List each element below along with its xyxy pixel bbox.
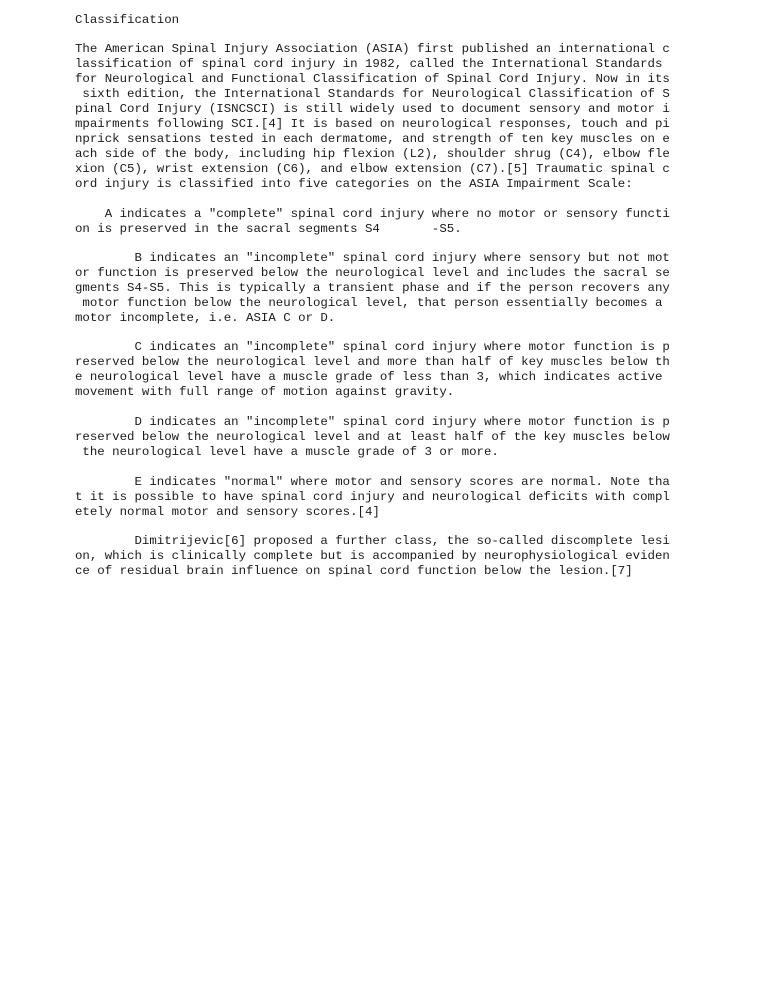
section-heading: Classification xyxy=(75,13,180,27)
paragraph-line: nprick sensations tested in each dermatome, and strength of ten key muscles on e xyxy=(75,132,670,146)
paragraph-line: mpairments following SCI.[4] It is based on neurological responses, touch and pi xyxy=(75,117,670,131)
paragraph-line: A indicates a "complete" spinal cord injury where no motor or sensory functi xyxy=(75,207,670,221)
paragraph-line: xion (C5), wrist extension (C6), and elbow extension (C7).[5] Traumatic spinal c xyxy=(75,162,670,176)
paragraph-line: reserved below the neurological level and more than half of key muscles below th xyxy=(75,355,670,369)
paragraph-line: The American Spinal Injury Association (ASIA) first published an international c xyxy=(75,42,670,56)
paragraph-line: E indicates "normal" where motor and sensory scores are normal. Note tha xyxy=(75,475,670,489)
paragraph-line: ach side of the body, including hip flexion (L2), shoulder shrug (C4), elbow fle xyxy=(75,147,670,161)
paragraph-line: motor incomplete, i.e. ASIA C or D. xyxy=(75,311,336,325)
paragraph-line: e neurological level have a muscle grade of less than 3, which indicates active xyxy=(75,370,663,384)
paragraph-line: t it is possible to have spinal cord injury and neurological deficits with compl xyxy=(75,490,670,504)
paragraph-line: etely normal motor and sensory scores.[4] xyxy=(75,505,380,519)
paragraph-line: the neurological level have a muscle grade of 3 or more. xyxy=(75,445,499,459)
paragraph-line: for Neurological and Functional Classification of Spinal Cord Injury. Now in its xyxy=(75,72,670,86)
paragraph-line: ce of residual brain influence on spinal cord function below the lesion.[7] xyxy=(75,564,633,578)
paragraph-line: pinal Cord Injury (ISNCSCI) is still widely used to document sensory and motor i xyxy=(75,102,670,116)
paragraph-line: lassification of spinal cord injury in 1982, called the International Standards xyxy=(75,57,663,71)
paragraph-line: or function is preserved below the neurological level and includes the sacral se xyxy=(75,266,670,280)
paragraph-line: D indicates an "incomplete" spinal cord injury where motor function is p xyxy=(75,415,670,429)
paragraph-line: Dimitrijevic[6] proposed a further class, the so-called discomplete lesi xyxy=(75,534,670,548)
paragraph-line: on, which is clinically complete but is accompanied by neurophysiological eviden xyxy=(75,549,670,563)
paragraph-line: motor function below the neurological level, that person essentially becomes a xyxy=(75,296,663,310)
paragraph-line: ord injury is classified into five categories on the ASIA Impairment Scale: xyxy=(75,177,633,191)
paragraph-line: movement with full range of motion against gravity. xyxy=(75,385,455,399)
paragraph-line: on is preserved in the sacral segments S4 -S5. xyxy=(75,222,462,236)
paragraph-line: B indicates an "incomplete" spinal cord injury where sensory but not mot xyxy=(75,251,670,265)
paragraph-line: gments S4-S5. This is typically a transient phase and if the person recovers any xyxy=(75,281,670,295)
paragraph-line: reserved below the neurological level and at least half of the key muscles below xyxy=(75,430,670,444)
paragraph-line: C indicates an "incomplete" spinal cord injury where motor function is p xyxy=(75,340,670,354)
paragraph-line: sixth edition, the International Standards for Neurological Classification of S xyxy=(75,87,670,101)
